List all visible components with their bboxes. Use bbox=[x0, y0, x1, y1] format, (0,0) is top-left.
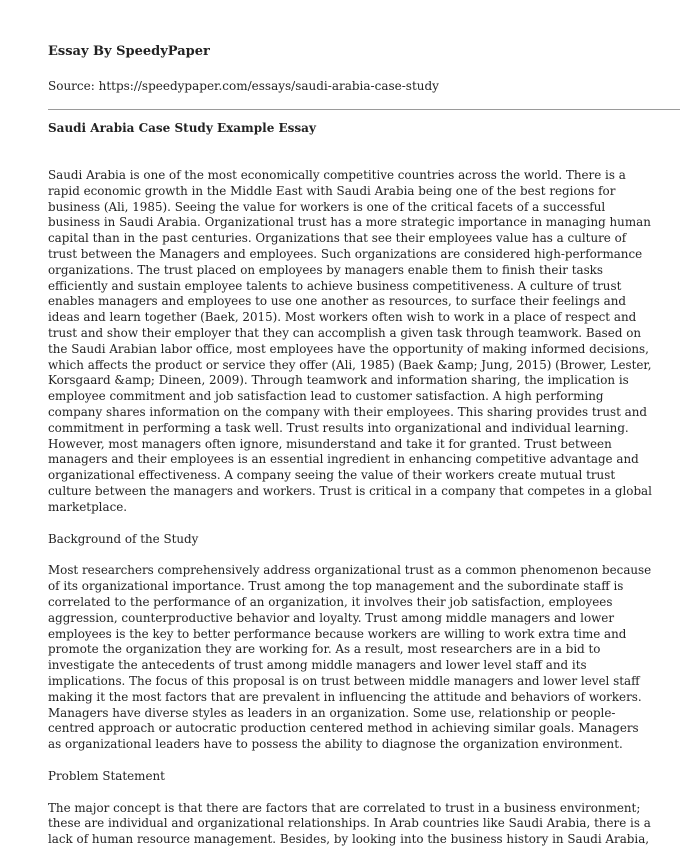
paragraph-problem: The major concept is that there are factors that are correlated to trust in a business environment; these are individual and organizational relationships. In Arab countries like Saudi Arabia, there is a lack of human resource management. Besides, by looking into the business history in Saudi Arabia, bbox=[48, 800, 651, 847]
section-heading-background: Background of the Study bbox=[48, 531, 199, 546]
essay-body bbox=[48, 168, 652, 864]
paragraph-background: Most researchers comprehensively address organizational trust as a common phenomenon because of its organizational importance. Trust among the top management and the subordinate staff is correlated to the performance of an organization, it involves their job satisfaction, employees aggression, counterproductive behavior and loyalty. Trust among middle managers and lower employees is the key to better performance because workers are willing to work extra time and promote the organization they are working for. As a result, most researchers are in a bid to investigate the antecedents of trust among middle managers and lower level staff and its implications. The focus of this proposal is on trust between middle managers and lower level staff making it the most factors that are prevalent in influencing the attitude and behaviors of workers. Managers have diverse styles as leaders in an organization. Some use, relationship or people-centred approach or autocratic production centered method in achieving similar goals. Managers as organizational leaders have to possess the ability to diagnose the organization environment. bbox=[48, 563, 652, 752]
essay-title: Saudi Arabia Case Study Example Essay bbox=[48, 121, 316, 135]
section-heading-problem: Problem Statement bbox=[48, 768, 165, 783]
essay-author-line: Essay By SpeedyPaper bbox=[48, 44, 210, 59]
paragraph-intro: Saudi Arabia is one of the most economically competitive countries across the world. There is a rapid economic growth in the Middle East with Saudi Arabia being one of the best regions for business (Ali, 1985). Seeing the value for workers is one of the critical facets of a successful business in Saudi Arabia. Organizational trust has a more strategic importance in managing human capital than in the past centuries. Organizations that see their employees value has a culture of trust between the Managers and employees. Such organizations are considered high-performance organizations. The trust placed on employees by managers enable them to finish their tasks efficiently and sustain employee talents to achieve business competitiveness. A culture of trust enables managers and employees to use one another as resources, to surface their feelings and ideas and learn together (Baek, 2015). Most workers often wish to work in a place of respect and trust and show their employer that they can accomplish a given task through teamwork. Based on the Saudi Arabian labor office, most employees have the opportunity of making informed decisions, which affects the product or service they offer (Ali, 1985) (Baek &amp; Jung, 2015) (Brower, Lester, Korsgaard &amp; Dineen, 2009). Through teamwork and information sharing, the implication is employee commitment and job satisfaction lead to customer satisfaction. A high performing company shares information on the company with their employees. This sharing provides trust and commitment in performing a task well. Trust results into organizational and individual learning. However, most managers often ignore, misunderstand and take it for granted. Trust between managers and their employees is an essential ingredient in enhancing competitive advantage and organizational effectiveness. A company seeing the value of their workers create mutual trust culture between the managers and workers. Trust is critical in a company that competes in a global marketplace. bbox=[48, 168, 652, 514]
header-divider bbox=[48, 109, 680, 110]
source-line: Source: https://speedypaper.com/essays/saudi-arabia-case-study bbox=[48, 79, 439, 93]
